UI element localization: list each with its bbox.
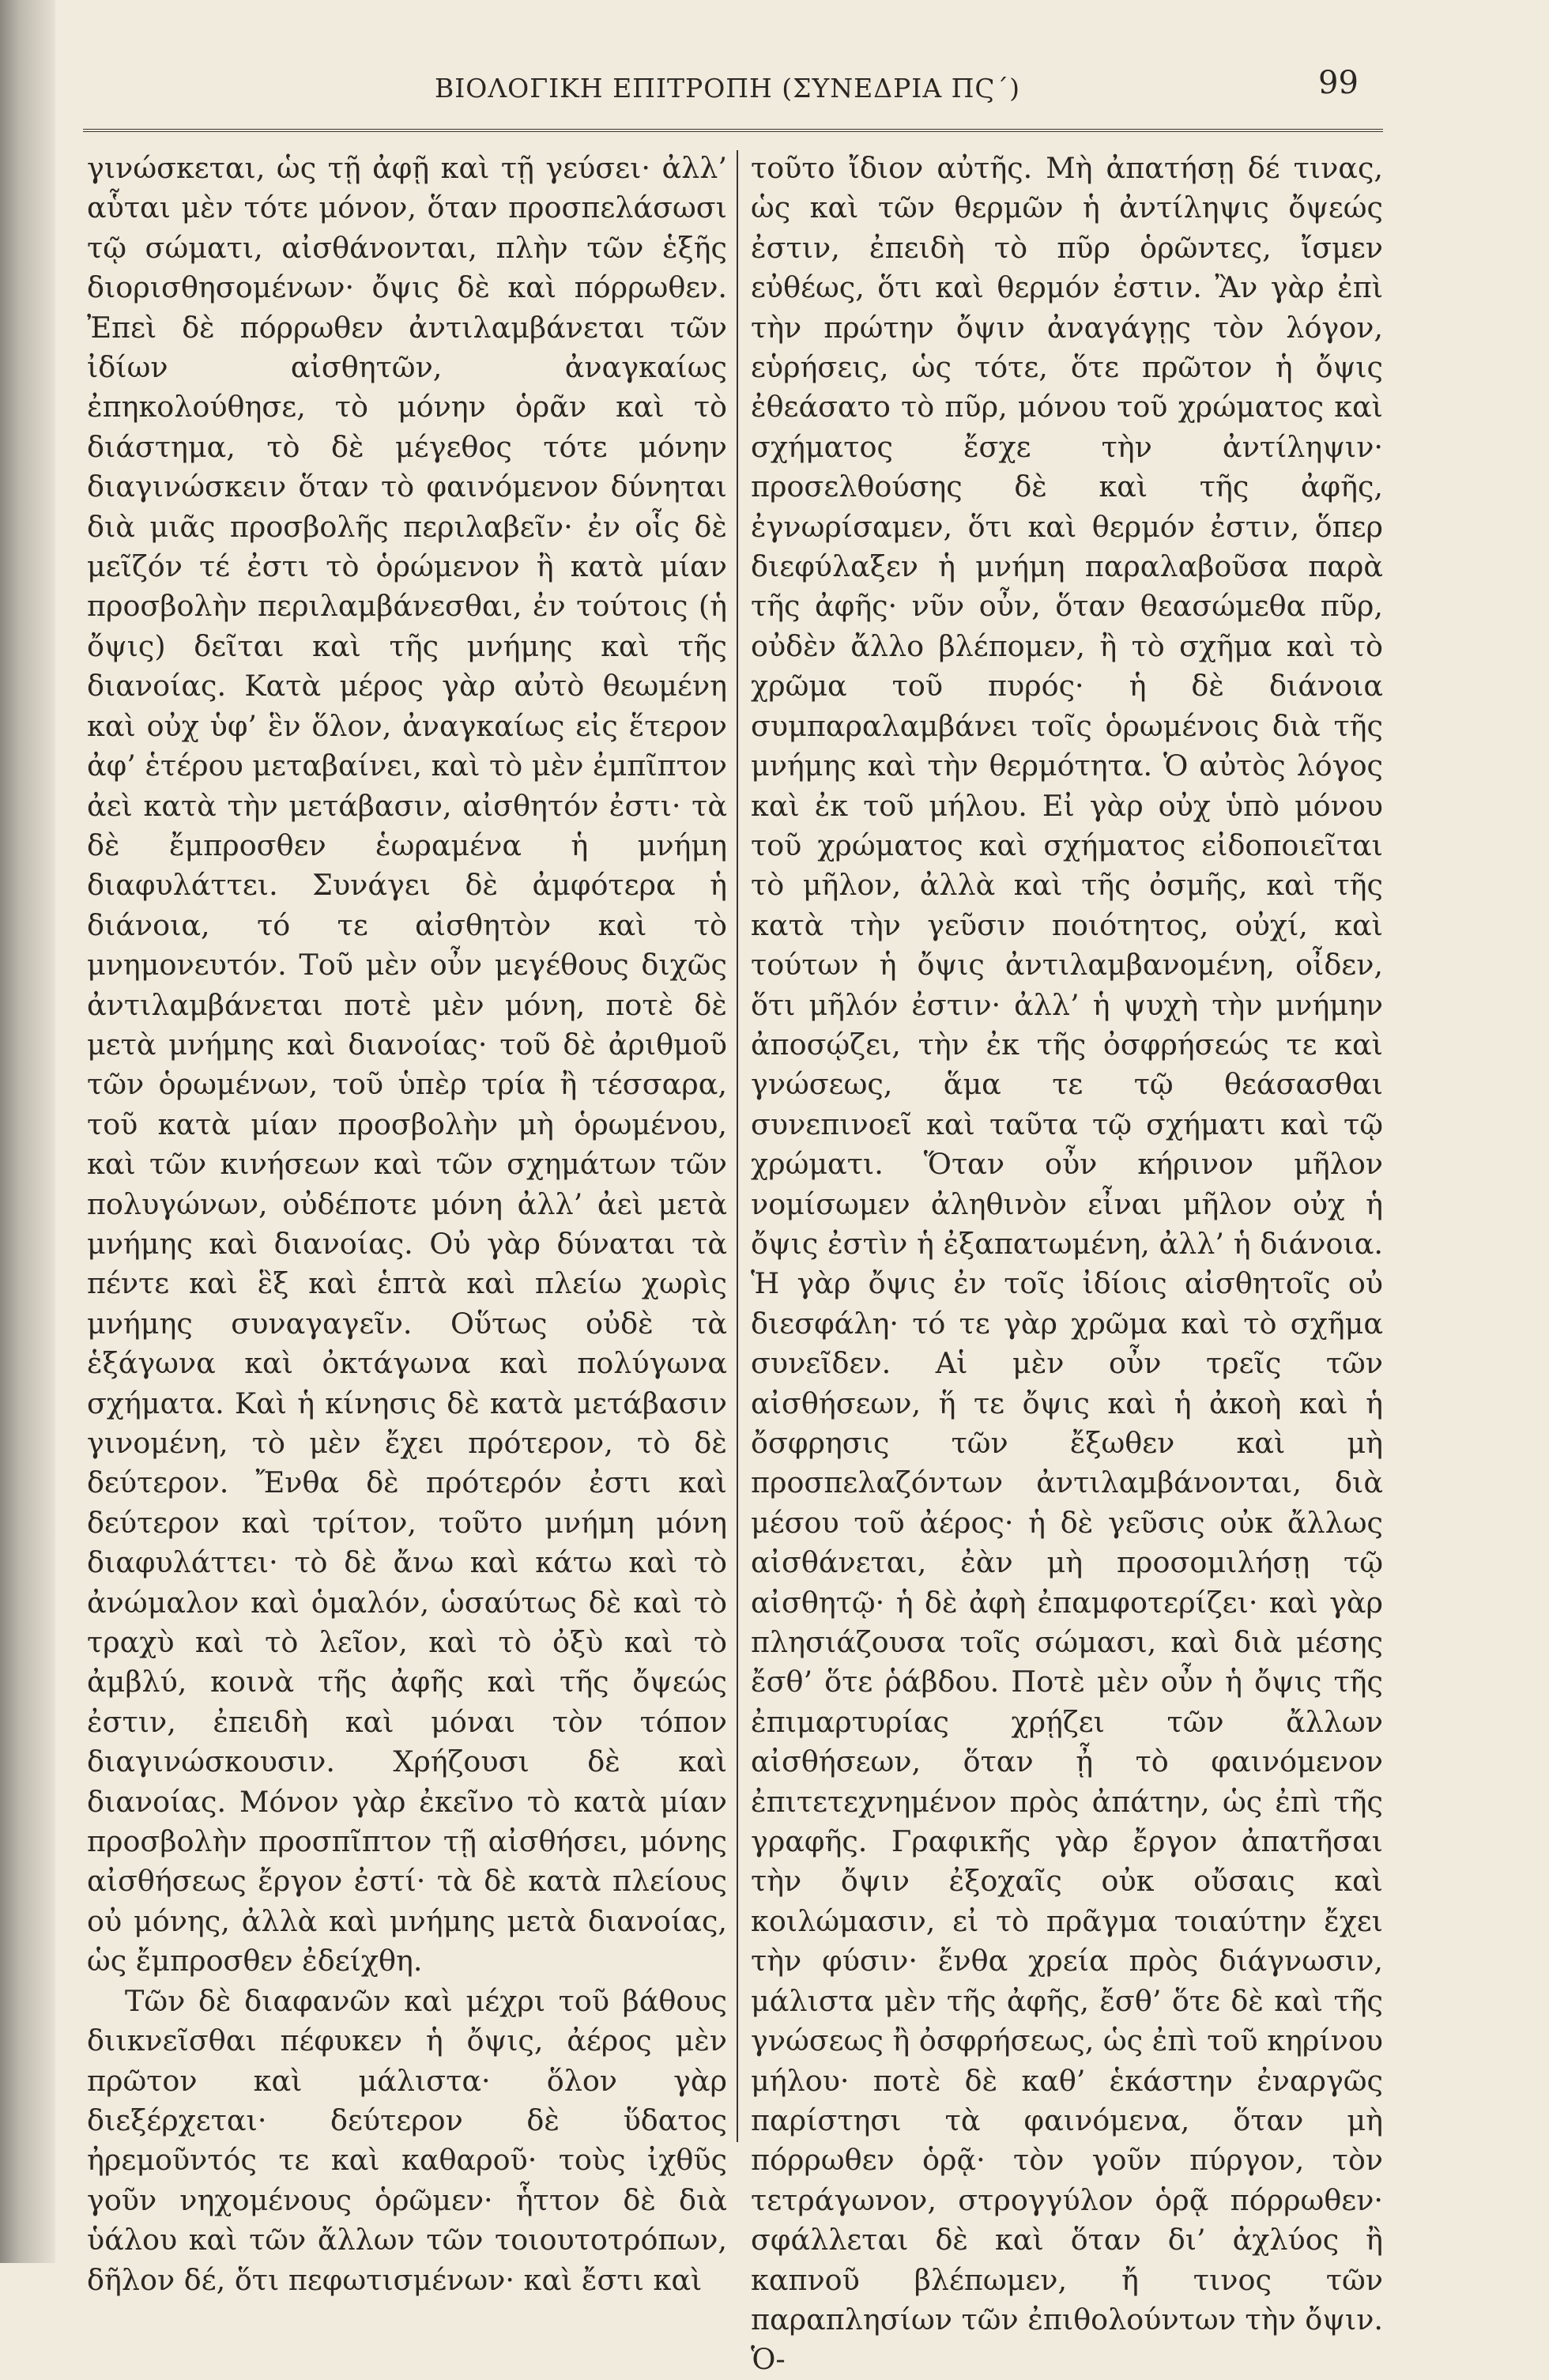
- right-paragraph-1: τοῦτο ἴδιον αὐτῆς. Μὴ ἀπατήσῃ δέ τινας, ὡς καὶ τῶν θερμῶν ἡ ἀντίληψις ὄψεώς ἐστιν, ἐπειδὴ τὸ πῦρ ὁρῶντες, ἴσμεν εὐθέως, ὅτι καὶ θερμόν ἐστιν. Ἂν γὰρ ἐπὶ τὴν πρώτην ὄψιν ἀναγάγῃς τὸν λόγον, εὑρήσεις, ὡς τότε, ὅτε πρῶτον ἡ ὄψις ἐθεάσατο τὸ πῦρ, μόνου τοῦ χρώματος καὶ σχήματος ἔσχε τὴν ἀντίληψιν· προσελθούσης δὲ καὶ τῆς ἀφῆς, ἐγνωρίσαμεν, ὅτι καὶ θερμόν ἐστιν, ὅπερ διεφύλαξεν ἡ μνήμη παραλαβοῦσα παρὰ τῆς ἀφῆς· νῦν οὖν, ὅταν θεασώμεθα πῦρ, οὐδὲν ἄλλο βλέπομεν, ἢ τὸ σχῆμα καὶ τὸ χρῶμα τοῦ πυρός· ἡ δὲ διάνοια συμπαραλαμβάνει τοῖς ὁρωμένοις διὰ τῆς μνήμης καὶ τὴν θερμότητα. Ὁ αὐτὸς λόγος καὶ ἐκ τοῦ μήλου. Εἰ γὰρ οὐχ ὑπὸ μόνου τοῦ χρώματος καὶ σχήματος εἰδοποιεῖται τὸ μῆλον, ἀλλὰ καὶ τῆς ὀσμῆς, καὶ τῆς κατὰ τὴν γεῦσιν ποιότητος, οὐχί, καὶ τούτων ἡ ὄψις ἀντιλαμβανομένη, οἶδεν, ὅτι μῆλόν ἐστιν· ἀλλ’ ἡ ψυχὴ τὴν μνήμην ἀποσῴζει, τὴν ἐκ τῆς ὀσφρήσεώς τε καὶ γνώσεως, ἅμα τε τῷ θεάσασθαι συνεπινοεῖ καὶ ταῦτα τῷ σχήματι καὶ τῷ χρώματι. Ὅταν οὖν κήρινον μῆλον νομίσωμεν ἀληθινὸν εἶναι μῆλον οὐχ ἡ ὄψις ἐστὶν ἡ ἐξαπατωμένη, ἀλλ’ ἡ διάνοια. Ἡ γὰρ ὄψις ἐν τοῖς ἰδίοις αἰσθητοῖς οὐ διεσφάλη· τό τε γὰρ χρῶμα καὶ τὸ σχῆμα συνεῖδεν. Αἱ μὲν οὖν τρεῖς τῶν αἰσθήσεων, ἥ τε ὄψις καὶ ἡ ἀκοὴ καὶ ἡ ὄσφρησις τῶν ἔξωθεν καὶ μὴ προσπελαζόντων ἀντιλαμβάνονται, διὰ μέσου τοῦ ἀέρος· ἡ δὲ γεῦσις οὐκ ἄλλως αἰσθάνεται, ἐὰν μὴ προσομιλήσῃ τῷ αἰσθητῷ· ἡ δὲ ἀφὴ ἐπαμφοτερίζει· καὶ γὰρ πλησιάζουσα τοῖς σώμασι, καὶ διὰ μέσης ἔσθ’ ὅτε ῥάβδου. Ποτὲ μὲν οὖν ἡ ὄψις τῆς ἐπιμαρτυρίας χρῄζει τῶν ἄλλων αἰσθήσεων, ὅταν ᾖ τὸ φαινόμενον ἐπιτετεχνημένον πρὸς ἀπάτην, ὡς ἐπὶ τῆς γραφῆς. Γραφικῆς γὰρ ἔργον ἀπατῆσαι τὴν ὄψιν ἐξοχαῖς οὐκ οὔσαις καὶ κοιλώμασιν, εἰ τὸ πρᾶγμα τοιαύτην ἔχει τὴν φύσιν· ἔνθα χρεία πρὸς διάγνωσιν, μάλιστα μὲν τῆς ἀφῆς, ἔσθ’ ὅτε δὲ καὶ τῆς γνώσεως ἢ ὀσφρήσεως, ὡς ἐπὶ τοῦ κηρίνου μήλου· ποτὲ δὲ καθ’ ἑκάστην ἐναργῶς παρίστησι τὰ φαινόμενα, ὅταν μὴ πόρρωθεν ὁρᾷ· τὸν γοῦν πύργον, τὸν τετράγωνον, στρογγύλον ὁρᾷ πόρρωθεν· σφάλλεται δὲ καὶ ὅταν δι’ ἀχλύος ἢ καπνοῦ βλέπωμεν, ἤ τινος τῶν παραπλησίων τῶν ἐπιθολούντων τὴν ὄψιν. Ὁ-: [751, 151, 1383, 2377]
- right-column: [751, 149, 1383, 2380]
- scan-edge-shadow: [0, 0, 55, 2263]
- running-head: ΒΙΟΛΟΓΙΚΗ ΕΠΙΤΡΟΠΗ (ΣΥΝΕΔΡΙΑ ΠϚ΄): [435, 73, 1021, 104]
- page-header: [55, 62, 1446, 117]
- book-page: [55, 0, 1549, 2377]
- column-divider: [737, 150, 738, 2142]
- left-column: [87, 149, 727, 2300]
- left-paragraph-1: γινώσκεται, ὡς τῇ ἀφῇ καὶ τῇ γεύσει· ἀλλ’ αὗται μὲν τότε μόνον, ὅταν προσπελάσωσι τῷ σώματι, αἰσθάνονται, πλὴν τῶν ἑξῆς διορισθησομένων· ὄψις δὲ καὶ πόρρωθεν. Ἐπεὶ δὲ πόρρωθεν ἀντιλαμβάνεται τῶν ἰδίων αἰσθητῶν, ἀναγκαίως ἐπηκολούθησε, τὸ μόνην ὁρᾶν καὶ τὸ διάστημα, τὸ δὲ μέγεθος τότε μόνην διαγινώσκειν ὅταν τὸ φαινόμενον δύνηται διὰ μιᾶς προσβολῆς περιλαβεῖν· ἐν οἷς δὲ μεῖζόν τέ ἐστι τὸ ὁρώμενον ἢ κατὰ μίαν προσβολὴν περιλαμβάνεσθαι, ἐν τούτοις (ἡ ὄψις) δεῖται καὶ τῆς μνήμης καὶ τῆς διανοίας. Κατὰ μέρος γὰρ αὐτὸ θεωμένη καὶ οὐχ ὑφ’ ἓν ὅλον, ἀναγκαίως εἰς ἕτερον ἀφ’ ἑτέρου μεταβαίνει, καὶ τὸ μὲν ἐμπῖπτον ἀεὶ κατὰ τὴν μετάβασιν, αἰσθητόν ἐστι· τὰ δὲ ἔμπροσθεν ἑωραμένα ἡ μνήμη διαφυλάττει. Συνάγει δὲ ἀμφότερα ἡ διάνοια, τό τε αἰσθητὸν καὶ τὸ μνημονευτόν. Τοῦ μὲν οὖν μεγέθους διχῶς ἀντιλαμβάνεται ποτὲ μὲν μόνη, ποτὲ δὲ μετὰ μνήμης καὶ διανοίας· τοῦ δὲ ἀριθμοῦ τῶν ὁρωμένων, τοῦ ὑπὲρ τρία ἢ τέσσαρα, τοῦ κατὰ μίαν προσβολὴν μὴ ὁρωμένου, καὶ τῶν κινήσεων καὶ τῶν σχημάτων τῶν πολυγώνων, οὐδέποτε μόνη ἀλλ’ ἀεὶ μετὰ μνήμης καὶ διανοίας. Οὐ γὰρ δύναται τὰ πέντε καὶ ἓξ καὶ ἑπτὰ καὶ πλείω χωρὶς μνήμης συναγαγεῖν. Οὕτως οὐδὲ τὰ ἑξάγωνα καὶ ὀκτάγωνα καὶ πολύγωνα σχήματα. Καὶ ἡ κίνησις δὲ κατὰ μετάβασιν γινομένη, τὸ μὲν ἔχει πρότερον, τὸ δὲ δεύτερον. Ἔνθα δὲ πρότερόν ἐστι καὶ δεύτερον καὶ τρίτον, τοῦτο μνήμη μόνη διαφυλάττει· τὸ δὲ ἄνω καὶ κάτω καὶ τὸ ἀνώμαλον καὶ ὁμαλόν, ὡσαύτως δὲ καὶ τὸ τραχὺ καὶ τὸ λεῖον, καὶ τὸ ὀξὺ καὶ τὸ ἀμβλύ, κοινὰ τῆς ἀφῆς καὶ τῆς ὄψεώς ἐστιν, ἐπειδὴ καὶ μόναι τὸν τόπον διαγινώσκουσιν. Χρήζουσι δὲ καὶ διανοίας. Μόνον γὰρ ἐκεῖνο τὸ κατὰ μίαν προσβολὴν προσπῖπτον τῇ αἰσθήσει, μόνης αἰσθήσεως ἔργον ἐστί· τὰ δὲ κατὰ πλείους οὐ μόνης, ἀλλὰ καὶ μνήμης μετὰ διανοίας, ὡς ἔμπροσθεν ἐδείχθη.: [87, 151, 727, 1978]
- header-rule: [83, 129, 1383, 132]
- page-number: 99: [1318, 65, 1359, 101]
- left-paragraph-2: Τῶν δὲ διαφανῶν καὶ μέχρι τοῦ βάθους διικνεῖσθαι πέφυκεν ἡ ὄψις, ἀέρος μὲν πρῶτον καὶ μάλιστα· ὅλον γὰρ διεξέρχεται· δεύτερον δὲ ὕδατος ἠρεμοῦντός τε καὶ καθαροῦ· τοὺς ἰχθῦς γοῦν νηχομένους ὁρῶμεν· ἧττον δὲ διὰ ὑάλου καὶ τῶν ἄλλων τῶν τοιουτοτρόπων, δῆλον δέ, ὅτι πεφωτισμένων· καὶ ἔστι καὶ: [87, 1983, 727, 2297]
